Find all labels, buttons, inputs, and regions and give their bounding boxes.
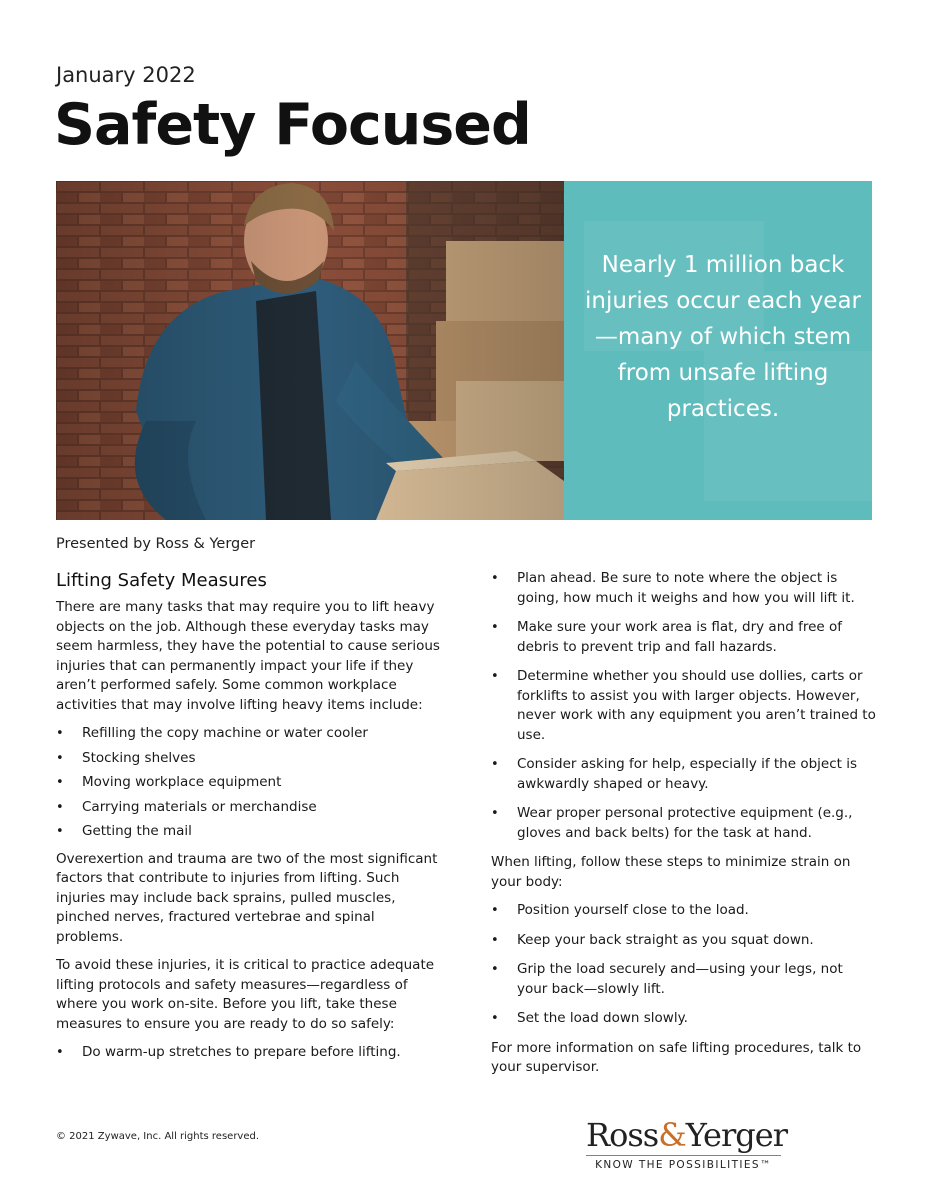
quote-panel: [564, 181, 872, 520]
bullet-icon: •: [56, 726, 64, 741]
measures-list: [56, 1043, 441, 1063]
bullet-icon: •: [491, 757, 499, 772]
intro-paragraph: There are many tasks that may require you to lift heavy objects on the job. Although these everyday tasks may seem harmless, they have the potential to cause serious injuries that can permanently impact your life if they aren’t performed safely. Some common workplace activities that may involve lifting heavy items include:: [56, 599, 440, 713]
list-item: • Grip the load securely and—using your legs, not your back—slowly lift.: [491, 961, 843, 997]
bullet-icon: •: [491, 1011, 499, 1026]
issue-date: January 2022: [56, 63, 196, 87]
list-item: • Moving workplace equipment: [56, 773, 441, 793]
measures-list-continued: [491, 569, 876, 843]
hero-quote: Nearly 1 million back injuries occur each year—many of which stem from unsafe lifting practices.: [584, 252, 862, 422]
list-item: • Do warm-up stretches to prepare before lifting.: [56, 1043, 441, 1063]
bullet-icon: •: [56, 1045, 64, 1060]
bullet-icon: •: [491, 903, 499, 918]
list-item: • Position yourself close to the load.: [491, 901, 876, 921]
list-item: • Carrying materials or merchandise: [56, 798, 441, 818]
logo-rule: [586, 1155, 781, 1156]
bullet-icon: •: [491, 669, 499, 684]
list-item: • Set the load down slowly.: [491, 1009, 876, 1029]
closing-paragraph: For more information on safe lifting procedures, talk to your supervisor.: [491, 1039, 862, 1075]
list-item: • Wear proper personal protective equipment (e.g., gloves and back belts) for the task at hand.: [491, 805, 853, 841]
left-column: [56, 569, 441, 1071]
hero-banner: [56, 181, 872, 520]
list-item: • Refilling the copy machine or water cooler: [56, 724, 441, 744]
list-item: • Make sure your work area is flat, dry and free of debris to prevent trip and fall hazards.: [491, 619, 843, 655]
logo-tagline: KNOW THE POSSIBILITIES™: [595, 1159, 772, 1171]
logo-wordmark: Ross&Yerger: [586, 1116, 787, 1154]
list-item: • Plan ahead. Be sure to note where the object is going, how much it weighs and how you will lift it.: [491, 570, 855, 606]
copyright: © 2021 Zywave, Inc. All rights reserved.: [56, 1131, 260, 1142]
bullet-icon: •: [491, 571, 499, 586]
bullet-icon: •: [56, 824, 64, 839]
overexertion-paragraph: Overexertion and trauma are two of the most significant factors that contribute to injuries from lifting. Such injuries may include back sprains, pulled muscles, pinched nerves, fractured vertebrae and spinal problems.: [56, 850, 438, 945]
bullet-icon: •: [56, 799, 64, 815]
ross-yerger-logo: [586, 1116, 787, 1171]
list-item: • Consider asking for help, especially if the object is awkwardly shaped or heavy.: [491, 756, 858, 792]
list-item: • Determine whether you should use dollies, carts or forklifts to assist you with larger objects. However, never work with any equipment you aren’t trained to use.: [491, 668, 876, 743]
list-item: • Stocking shelves: [56, 749, 441, 769]
list-item: • Keep your back straight as you squat down.: [491, 931, 876, 951]
steps-list: [491, 901, 876, 1029]
bullet-icon: •: [491, 962, 499, 977]
presented-by: Presented by Ross & Yerger: [56, 536, 256, 552]
list-item: • Getting the mail: [56, 822, 441, 842]
worker-lifting-box-photo: [56, 181, 564, 520]
bullet-icon: •: [491, 620, 499, 635]
bullet-icon: •: [56, 750, 64, 766]
page-title: Safety Focused: [54, 92, 531, 158]
right-column: [491, 569, 876, 1087]
bullet-icon: •: [491, 806, 499, 821]
bullet-icon: •: [491, 932, 499, 948]
activities-list: [56, 724, 441, 842]
avoid-paragraph: To avoid these injuries, it is critical to practice adequate lifting protocols and safety measures—regardless of where you work on-site. Before you lift, take these measures to ensure you are ready to do so safely:: [56, 957, 435, 1032]
steps-intro: When lifting, follow these steps to minimize strain on your body:: [491, 854, 851, 890]
section-heading: Lifting Safety Measures: [56, 570, 267, 591]
bullet-icon: •: [56, 775, 64, 790]
